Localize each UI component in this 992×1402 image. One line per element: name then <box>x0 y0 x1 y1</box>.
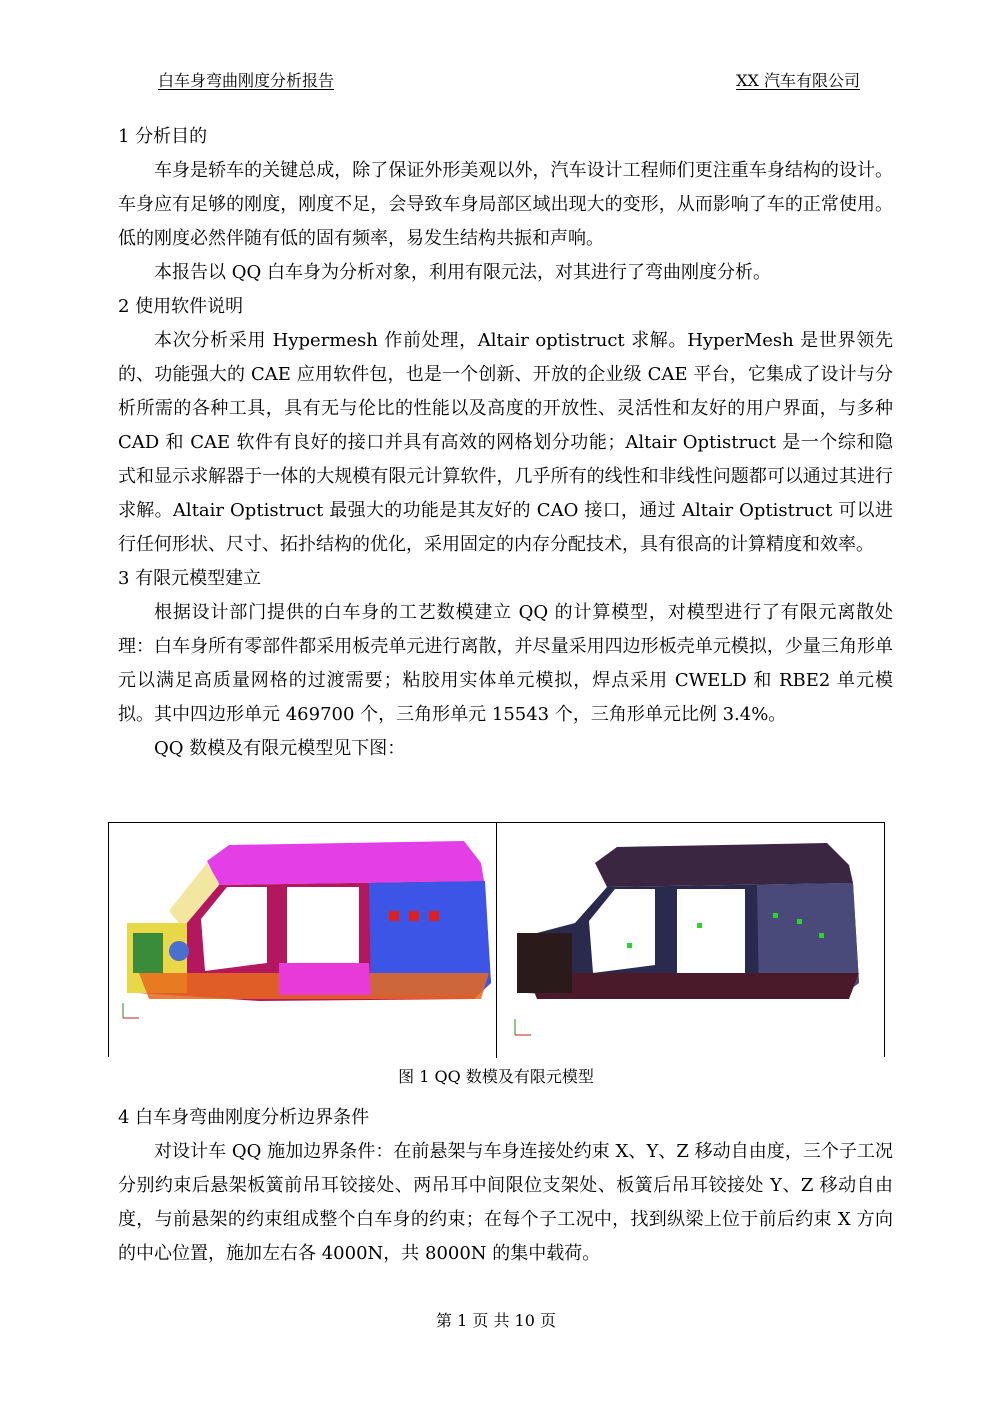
section-2-paragraph-1: 本次分析采用 Hypermesh 作前处理，Altair optistruct 求解。HyperMesh 是世界领先的、功能强大的 CAE 应用软件包，也是一个创新、开放的企业级 CAE 平台，它集成了设计与分析所需的各种工具，具有无与伦比的性能以及高度的开放性、灵活性和友好的用户界面，与多种 CAD 和 CAE 软件有良好的接口并具有高效的网格划分功能；Altair Optistruct 是一个综和隐式和显示求解器于一体的大规模有限元计算软件，几乎所有的线性和非线性问题都可以通过其进行求解。Altair Optistruct 最强大的功能是其友好的 CAO 接口，通过 Altair Optistruct 可以进行任何形状、尺寸、拓扑结构的优化，采用固定的内存分配技术，具有很高的计算精度和效率。 <box>118 330 893 555</box>
page-footer: 第 1 页 共 10 页 <box>436 1311 556 1330</box>
section-4 <box>118 1101 893 1271</box>
section-1-paragraph-2: 本报告以 QQ 白车身为分析对象，利用有限元法，对其进行了弯曲刚度分析。 <box>154 262 771 283</box>
header-title: 白车身弯曲刚度分析报告 <box>158 71 335 90</box>
header-company: XX 汽车有限公司 <box>736 71 860 90</box>
section-3-title: 3 有限元模型建立 <box>118 568 262 589</box>
section-4-title: 4 白车身弯曲刚度分析边界条件 <box>118 1107 370 1128</box>
section-3-paragraph-1: 根据设计部门提供的白车身的工艺数模建立 QQ 的计算模型，对模型进行了有限元离散处理：白车身所有零部件都采用板壳单元进行离散，并尽量采用四边形板壳单元模拟，少量三角形单元以满足高质量网格的过渡需要；粘胶用实体单元模拟，焊点采用 CWELD 和 RBE2 单元模拟。其中四边形单元 469700 个，三角形单元 15543 个，三角形单元比例 3.4%。 <box>118 602 893 725</box>
section-2-title: 2 使用软件说明 <box>118 296 244 317</box>
fe-mesh-image <box>497 823 885 1058</box>
section-1-title: 1 分析目的 <box>118 126 208 147</box>
figure-1 <box>108 822 885 1057</box>
body-content <box>118 120 893 766</box>
section-4-paragraph: 对设计车 QQ 施加边界条件：在前悬架与车身连接处约束 X、Y、Z 移动自由度，三个子工况分别约束后悬架板簧前吊耳铰接处、两吊耳中间限位支架处、板簧后吊耳铰接处 Y、Z 移动自由度，与前悬架的约束组成整个白车身的约束；在每个子工况中，找到纵梁上位于前后约束 X 方向的中心位置，施加左右各 4000N，共 8000N 的集中载荷。 <box>118 1141 893 1264</box>
cad-model-image <box>109 823 496 1058</box>
section-1-paragraph-1: 车身是轿车的关键总成，除了保证外形美观以外，汽车设计工程师们更注重车身结构的设计。车身应有足够的刚度，刚度不足，会导致车身局部区域出现大的变形，从而影响了车的正常使用。低的刚度必然伴随有低的固有频率，易发生结构共振和声响。 <box>118 160 893 249</box>
section-3-paragraph-2: QQ 数模及有限元模型见下图： <box>154 738 406 759</box>
figure-caption: 图 1 QQ 数模及有限元模型 <box>398 1067 594 1086</box>
